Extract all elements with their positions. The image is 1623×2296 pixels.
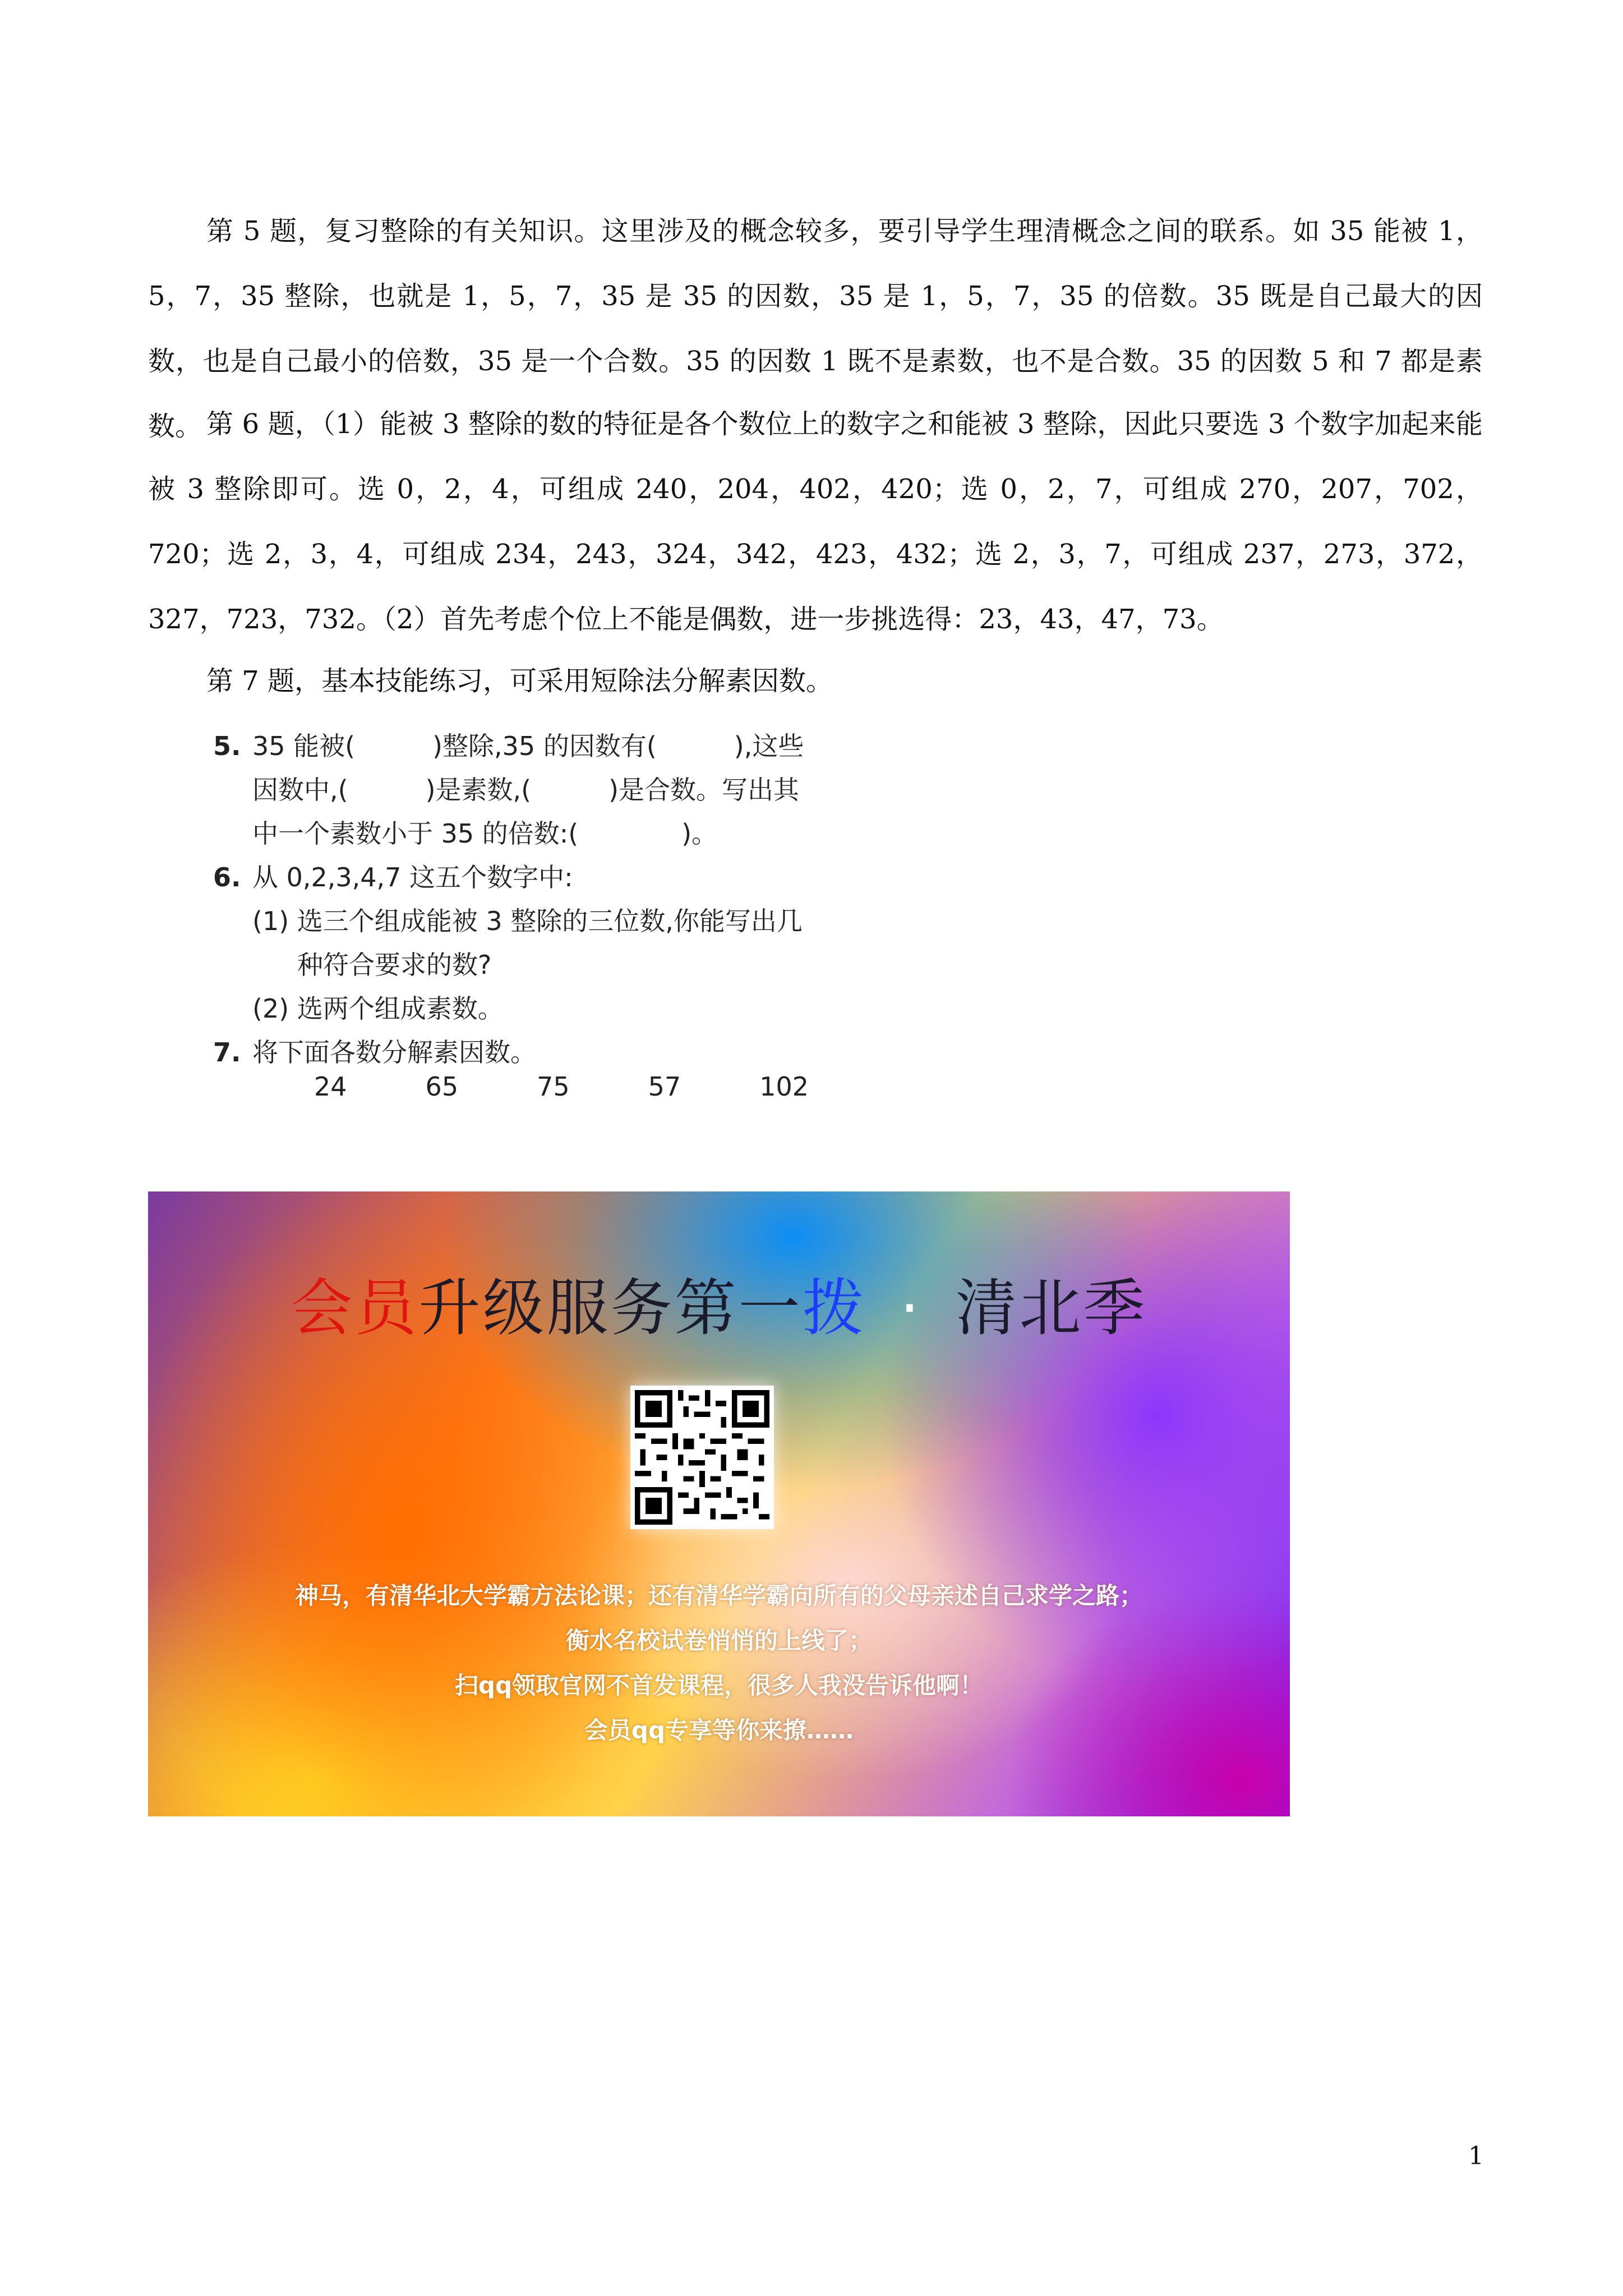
exercise-q7-numbers	[314, 1071, 887, 1102]
exercise-number: 7.	[213, 1037, 241, 1068]
number-item: 102	[759, 1071, 809, 1102]
number-item: 75	[537, 1071, 570, 1102]
exercise-q6-line4: (2) 选两个组成素数。	[252, 993, 504, 1024]
exercise-q7-line1: 7. 将下面各数分解素因数。	[213, 1036, 536, 1069]
banner-line: 会员qq专享等你来撩……	[584, 1717, 854, 1744]
banner-title: 会员升级服务第一拨 · 清北季	[291, 1272, 1147, 1344]
exercise-q5-line1: 5. 35 能被( )整除,35 的因数有( ),这些	[213, 729, 804, 763]
banner-line: 神马，有清华北大学霸方法论课；还有清华学霸向所有的父母亲述自己求学之路；	[294, 1582, 1143, 1609]
page-number: 1	[1468, 2142, 1484, 2170]
exercise-image	[213, 729, 920, 1111]
number-item: 65	[425, 1071, 459, 1102]
number-item: 57	[648, 1071, 681, 1102]
qr-code-icon[interactable]	[630, 1386, 774, 1529]
exercise-q5-line3: 中一个素数小于 35 的倍数:( )。	[252, 818, 718, 849]
exercise-number: 5.	[213, 731, 241, 761]
paragraph-q6: 第 6 题，（1）能被 3 整除的数的特征是各个数位上的数字之和能被 3 整除，因此只要选 3 个数字加起来能被 3 整除即可。选 0，2，4，可组成 240，204，402，420；选 0，2，7，可组成 270，207，702，720；选 2，3，4，可组成 234，243，324，342，423，432；选 2，3，7，可组成 237，273，372，327，723，732。（2）首先考虑个位上不能是偶数，进一步挑选得：23，43，47，73。	[148, 408, 1483, 635]
paragraph-q5: 第 5 题，复习整除的有关知识。这里涉及的概念较多，要引导学生理清概念之间的联系。如 35 能被 1，5，7，35 整除，也就是 1，5，7，35 是 35 的因数，35 是 1，5，7，35 的倍数。35 既是自己最大的因数，也是自己最小的倍数，35 是一个合数。35 的因数 1 既不是素数，也不是合数。35 的因数 5 和 7 都是素数。	[148, 215, 1483, 442]
exercise-q6-line1: 6. 从 0,2,3,4,7 这五个数字中:	[213, 861, 573, 894]
banner-line: 衡水名校试卷悄悄的上线了；	[565, 1627, 872, 1654]
exercise-q6-line2: (1) 选三个组成能被 3 整除的三位数,你能写出几	[252, 906, 803, 936]
exercise-q6-line3: 种符合要求的数?	[297, 950, 492, 980]
exercise-q5-line2: 因数中,( )是素数,( )是合数。写出其	[252, 775, 800, 805]
promo-banner[interactable]	[148, 1191, 1290, 1816]
number-item: 24	[314, 1071, 347, 1102]
exercise-number: 6.	[213, 862, 241, 892]
paragraph-q7: 第 7 题，基本技能练习，可采用短除法分解素因数。	[206, 665, 833, 697]
banner-line: 扫qq领取官网不首发课程，很多人我没告诉他啊！	[454, 1672, 984, 1699]
